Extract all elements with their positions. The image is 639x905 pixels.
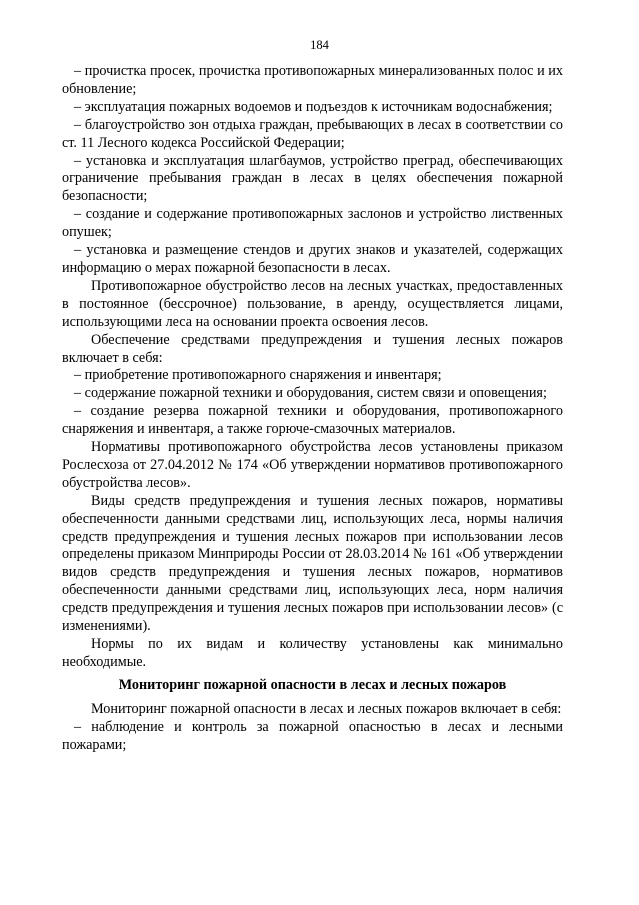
paragraph: Нормы по их видам и количеству установлены как минимально необходимые. xyxy=(62,636,563,670)
list-item: – эксплуатация пожарных водоемов и подъездов к источникам водоснабжения; xyxy=(74,98,553,115)
list-item: – установка и эксплуатация шлагбаумов, устройство преград, обеспечивающих ограничение пребывания граждан в лесах в целях обеспечения пожарной безопасности; xyxy=(62,152,563,205)
section-heading: Мониторинг пожарной опасности в лесах и лесных пожаров xyxy=(118,676,507,693)
list-item: – прочистка просек, прочистка противопожарных минерализованных полос и их обновление; xyxy=(62,63,563,97)
paragraph: Противопожарное обустройство лесов на лесных участках, предоставленных в постоянное (бессрочное) пользование, в аренду, осуществляется лицами, использующими леса на основании проекта освоения лесов. xyxy=(62,277,563,330)
paragraph: Нормативы противопожарного обустройства лесов установлены приказом Рослесхоза от 27.04.2012 № 174 «Об утверждении нормативов противопожарного обустройства лесов». xyxy=(62,439,563,491)
paragraph: Виды средств предупреждения и тушения лесных пожаров, нормативы обеспеченности данными средствами лиц, использующих леса, нормы наличия средств предупреждения и тушения лесных пожаров при использовании лесов определены приказом Минприроды России от 28.03.2014 № 161 «Об утверждении видов средств предупреждения и тушения лесных пожаров, нормативов обеспеченности данными средствами лиц, использующих леса, норм наличия средств предупреждения и тушения лесных пожаров при использовании лесов» (с изменениями). xyxy=(62,492,563,635)
paragraph: Мониторинг пожарной опасности в лесах и лесных пожаров включает в себя: xyxy=(91,700,562,717)
list-item: – благоустройство зон отдыха граждан, пребывающих в лесах в соответствии со ст. 11 Лесного кодекса Российской Федерации; xyxy=(62,116,563,151)
page-body xyxy=(62,63,563,754)
page-number: 184 xyxy=(310,38,329,52)
list-item: – приобретение противопожарного снаряжения и инвентаря; xyxy=(74,367,442,384)
list-item: – содержание пожарной техники и оборудования, систем связи и оповещения; xyxy=(74,385,547,402)
list-item: – создание и содержание противопожарных заслонов и устройство лиственных опушек; xyxy=(62,206,563,241)
paragraph: Обеспечение средствами предупреждения и тушения лесных пожаров включает в себя: xyxy=(62,331,563,366)
list-item: – наблюдение и контроль за пожарной опасностью в лесах и лесными пожарами; xyxy=(62,718,563,753)
list-item: – установка и размещение стендов и других знаков и указателей, содержащих информацию о мерах пожарной безопасности в лесах. xyxy=(62,242,563,276)
list-item: – создание резерва пожарной техники и оборудования, противопожарного снаряжения и инвентаря, а также горюче-смазочных материалов. xyxy=(62,403,563,438)
